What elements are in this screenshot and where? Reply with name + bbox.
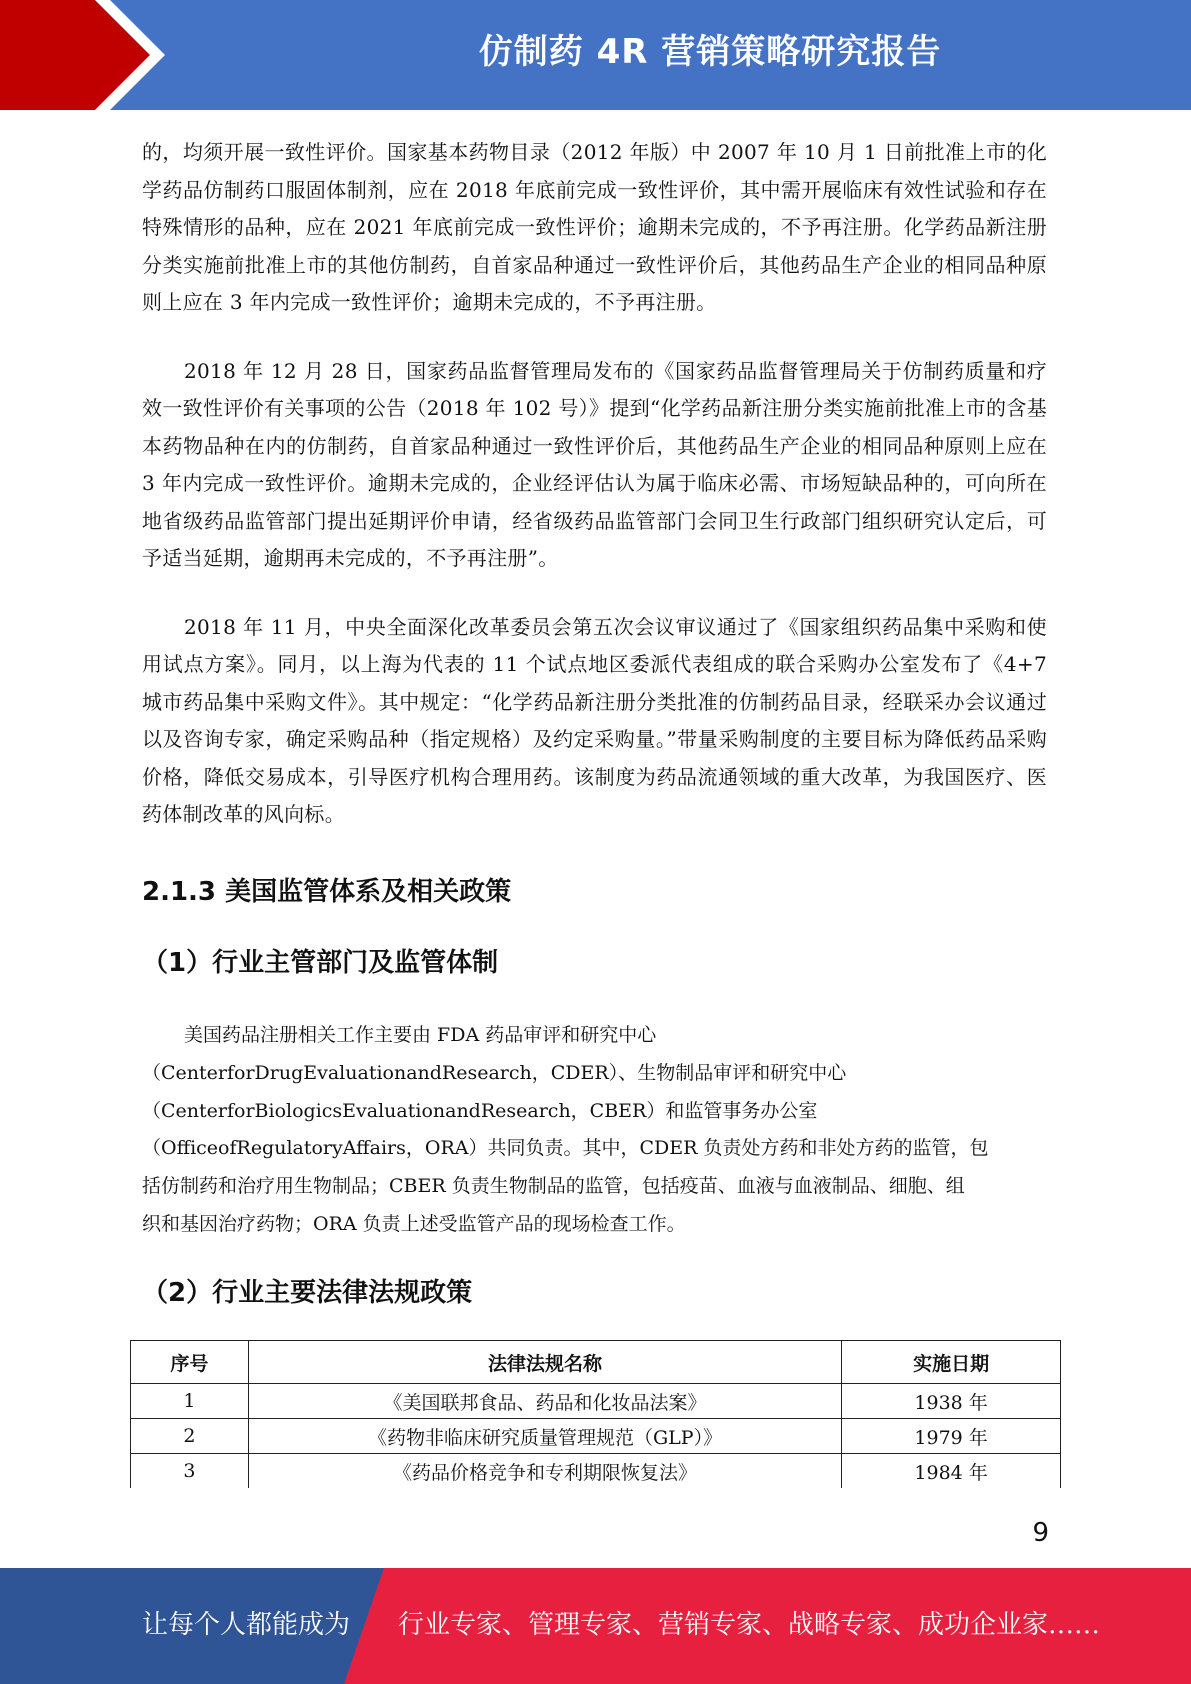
table-row: [131, 1384, 1061, 1419]
table-row: [131, 1419, 1061, 1454]
section-heading: 2.1.3 美国监管体系及相关政策: [142, 877, 512, 907]
table-header-row: [131, 1341, 1061, 1384]
footer-slogan-left: 让每个人都能成为: [142, 1610, 351, 1640]
paragraph-1: 的，均须开展一致性评价。国家基本药物目录（2012 年版）中 2007 年 10 月 1 日前批准上市的化学药品仿制药口服固体制剂，应在 2018 年底前完成一致性评价，其中需开展临床有效性试验和存在特殊情形的品种，应在 2021 年底前完成一致性评价；逾期未完成的，不予再注册。化学药品新注册分类实施前批准上市的其他仿制药，自首家品种通过一致性评价后，其他药品生产企业的相同品种原则上应在 3 年内完成一致性评价；逾期未完成的，不予再注册。: [142, 140, 1047, 314]
org-line: 织和基因治疗药物；ORA 负责上述受监管产品的现场检查工作。: [142, 1212, 686, 1235]
report-title: 仿制药 4R 营销策略研究报告: [478, 32, 942, 72]
org-paragraph: [142, 1017, 1047, 1244]
org-line: 括仿制药和治疗用生物制品；CBER 负责生物制品的监管，包括疫苗、血液与血液制品、细胞、组: [142, 1175, 965, 1198]
header-cell-name: 法律法规名称: [248, 1341, 841, 1384]
page-number: 9: [1032, 1518, 1049, 1548]
cell-name: 《药物非临床研究质量管理规范（GLP）》: [248, 1419, 841, 1454]
regulations-table: [130, 1340, 1061, 1488]
footer-slogan-right: 行业专家、管理专家、营销专家、战略专家、成功企业家……: [398, 1610, 1101, 1640]
footer-banner: [0, 1568, 1191, 1684]
org-line: （CenterforBiologicsEvaluationandResearch，CBER）和监管事务办公室: [142, 1099, 818, 1122]
paragraph-2: 2018 年 12 月 28 日，国家药品监督管理局发布的《国家药品监督管理局关于仿制药质量和疗效一致性评价有关事项的公告（2018 年 102 号）》提到“化学药品新注册分类实施前批准上市的含基本药物品种在内的仿制药，自首家品种通过一致性评价后，其他药品生产企业的相同品种原则上应在 3 年内完成一致性评价。逾期未完成的，企业经评估认为属于临床必需、市场短缺品种的，可向所在地省级药品监管部门提出延期评价申请，经省级药品监管部门会同卫生行政部门组织研究认定后，可予适当延期，逾期再未完成的，不予再注册”。: [142, 358, 1047, 570]
header-cell-index: 序号: [131, 1341, 249, 1384]
org-line: （CenterforDrugEvaluationandResearch，CDER）、生物制品审评和研究中心: [142, 1061, 847, 1084]
header-cell-date: 实施日期: [842, 1341, 1061, 1384]
cell-index: 3: [131, 1454, 249, 1489]
cell-name: 《药品价格竞争和专利期限恢复法》: [248, 1454, 841, 1489]
cell-date: 1938 年: [842, 1384, 1061, 1419]
cell-date: 1979 年: [842, 1419, 1061, 1454]
cell-index: 1: [131, 1384, 249, 1419]
cell-index: 2: [131, 1419, 249, 1454]
org-line: （OfficeofRegulatoryAffairs，ORA）共同负责。其中，CDER 负责处方药和非处方药的监管，包: [142, 1137, 989, 1160]
body-text: [142, 134, 1047, 834]
cell-date: 1984 年: [842, 1454, 1061, 1489]
paragraph-3: 2018 年 11 月，中央全面深化改革委员会第五次会议审议通过了《国家组织药品集中采购和使用试点方案》。同月，以上海为代表的 11 个试点地区委派代表组成的联合采购办公室发布了《4+7 城市药品集中采购文件》。其中规定：“化学药品新注册分类批准的仿制药品目录，经联采办会议通过以及咨询专家，确定采购品种（指定规格）及约定采购量。”带量采购制度的主要目标为降低药品采购价格，降低交易成本，引导医疗机构合理用药。该制度为药品流通领域的重大改革，为我国医疗、医药体制改革的风向标。: [142, 614, 1047, 826]
table-row: [131, 1454, 1061, 1489]
subsection-heading-1: （1）行业主管部门及监管体制: [142, 948, 499, 978]
cell-name: 《美国联邦食品、药品和化妆品法案》: [248, 1384, 841, 1419]
subsection-heading-2: （2）行业主要法律法规政策: [142, 1278, 473, 1308]
header-banner: [0, 0, 1191, 110]
org-line: 美国药品注册相关工作主要由 FDA 药品审评和研究中心: [184, 1024, 657, 1046]
